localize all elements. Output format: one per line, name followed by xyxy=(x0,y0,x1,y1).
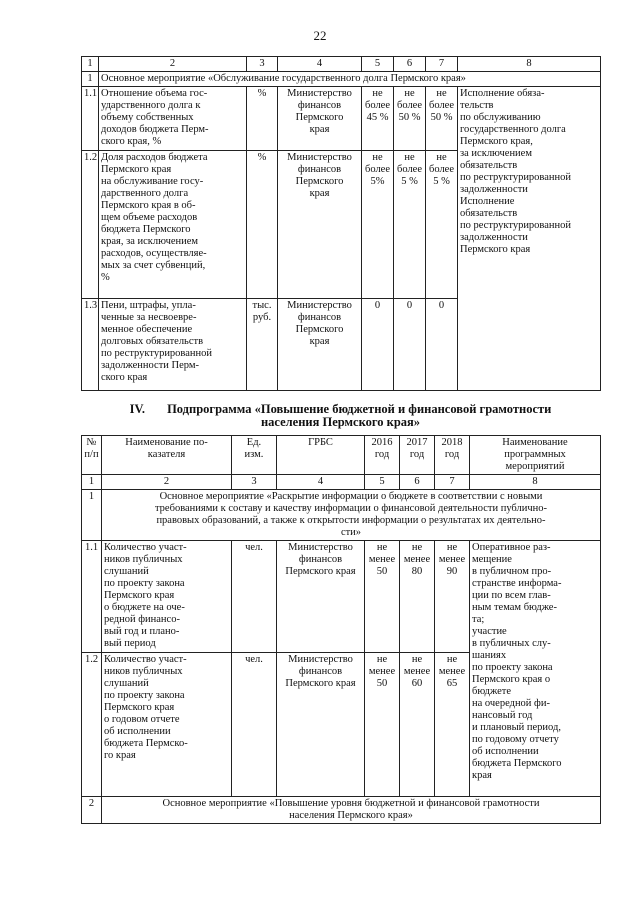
section-title: Основное мероприятие «Обслуживание государственного долга Пермского края» xyxy=(99,72,601,87)
unit: тыс. руб. xyxy=(247,299,278,391)
value-2017: не менее 60 xyxy=(400,653,435,797)
value-2017: не более 50 % xyxy=(394,87,426,151)
value-2018: не более 5 % xyxy=(426,151,458,299)
header-2017: 2017 год xyxy=(400,436,435,475)
program-activities: Исполнение обяза- тельств по обслуживанию государственного долга Пермского края, за исключением обязательств по реструктурированной задолженности Исполнение обязательств по реструктурированной задолженности Пермского края xyxy=(458,87,601,391)
row-number: 1.1 xyxy=(82,541,102,653)
section-number: 2 xyxy=(82,797,102,824)
row-number: 1.2 xyxy=(82,653,102,797)
table-row xyxy=(82,541,601,653)
col-num: 2 xyxy=(99,57,247,72)
value-2016: не более 5% xyxy=(362,151,394,299)
col-num: 4 xyxy=(277,475,365,490)
col-num: 1 xyxy=(82,57,99,72)
grbs: Министерство финансов Пермского края xyxy=(278,151,362,299)
subprogram-number: IV. xyxy=(129,402,146,416)
table-financial-literacy xyxy=(81,435,601,824)
value-2018: 0 xyxy=(426,299,458,391)
grbs: Министерство финансов Пермского края xyxy=(277,653,365,797)
table-debt-service xyxy=(81,56,601,391)
value-2016: не менее 50 xyxy=(365,541,400,653)
value-2016: не более 45 % xyxy=(362,87,394,151)
header-programs: Наименование программных мероприятий xyxy=(470,436,601,475)
grbs: Министерство финансов Пермского края xyxy=(278,87,362,151)
value-2017: 0 xyxy=(394,299,426,391)
indicator-name: Пени, штрафы, упла- ченные за несвоевре- менное обеспечение долговых обязательств по реструктурированной задолженности Перм- ского края xyxy=(99,299,247,391)
row-number: 1.1 xyxy=(82,87,99,151)
unit: % xyxy=(247,151,278,299)
unit: % xyxy=(247,87,278,151)
column-numbers-row xyxy=(82,475,601,490)
col-num: 1 xyxy=(82,475,102,490)
col-num: 7 xyxy=(435,475,470,490)
section-title: Основное мероприятие «Раскрытие информации о бюджете в соответствии с новыми требованиями к составу и качеству информации о финансовой деятельности публично- правовых образований, а также к открытости информации о результатах их деятельно- сти» xyxy=(102,490,601,541)
col-num: 5 xyxy=(362,57,394,72)
row-number: 1.2 xyxy=(82,151,99,299)
col-num: 6 xyxy=(394,57,426,72)
indicator-name: Количество участ- ников публичных слушаний по проекту закона Пермского края о бюджете на оче- редной финансо- вый год и плано- вый период xyxy=(102,541,232,653)
page-number: 22 xyxy=(313,28,327,43)
value-2016: не менее 50 xyxy=(365,653,400,797)
subprogram-title xyxy=(81,403,600,429)
indicator-name: Доля расходов бюджета Пермского края на обслуживание госу- дарственного долга Пермского края в об- щем объеме расходов бюджета Пермского края, за исключением расходов, осуществляе- мых за счет субвенций, % xyxy=(99,151,247,299)
col-num: 8 xyxy=(470,475,601,490)
unit: чел. xyxy=(232,653,277,797)
program-activities: Оперативное раз- мещение в публичном про- странстве информа- ции по всем глав- ным темам бюдже- та; участие в публичных слу- шаниях по проекту закона Пермского края о бюджете на очередной фи- нансовый год и плановый период, по годовому отчету об исполнении бюджета Пермского края xyxy=(470,541,601,797)
header-indicator: Наименование по- казателя xyxy=(102,436,232,475)
indicator-name: Количество участ- ников публичных слушаний по проекту закона Пермского края о годовом отчете об исполнении бюджета Пермско- го края xyxy=(102,653,232,797)
col-num: 5 xyxy=(365,475,400,490)
col-num: 4 xyxy=(278,57,362,72)
value-2018: не более 50 % xyxy=(426,87,458,151)
col-num: 2 xyxy=(102,475,232,490)
header-2018: 2018 год xyxy=(435,436,470,475)
section-title: Основное мероприятие «Повышение уровня бюджетной и финансовой грамотности населения Пермского края» xyxy=(102,797,601,824)
grbs: Министерство финансов Пермского края xyxy=(277,541,365,653)
subprogram-name: Подпрограмма «Повышение бюджетной и финансовой грамотности населения Пермского края» xyxy=(167,402,552,429)
column-numbers-row xyxy=(82,57,601,72)
col-num: 3 xyxy=(247,57,278,72)
value-2018: не менее 90 xyxy=(435,541,470,653)
unit: чел. xyxy=(232,541,277,653)
section-number: 1 xyxy=(82,72,99,87)
indicator-name: Отношение объема гос- ударственного долга к объему собственных доходов бюджета Перм- ского края, % xyxy=(99,87,247,151)
header-2016: 2016 год xyxy=(365,436,400,475)
value-2017: не менее 80 xyxy=(400,541,435,653)
header-unit: Ед. изм. xyxy=(232,436,277,475)
header-row xyxy=(82,436,601,475)
value-2018: не менее 65 xyxy=(435,653,470,797)
grbs: Министерство финансов Пермского края xyxy=(278,299,362,391)
section-number: 1 xyxy=(82,490,102,541)
col-num: 7 xyxy=(426,57,458,72)
table-row xyxy=(82,87,601,151)
col-num: 8 xyxy=(458,57,601,72)
section-row xyxy=(82,797,601,824)
row-number: 1.3 xyxy=(82,299,99,391)
section-row xyxy=(82,72,601,87)
col-num: 6 xyxy=(400,475,435,490)
header-num: № п/п xyxy=(82,436,102,475)
value-2017: не более 5 % xyxy=(394,151,426,299)
header-grbs: ГРБС xyxy=(277,436,365,475)
col-num: 3 xyxy=(232,475,277,490)
value-2016: 0 xyxy=(362,299,394,391)
section-row xyxy=(82,490,601,541)
